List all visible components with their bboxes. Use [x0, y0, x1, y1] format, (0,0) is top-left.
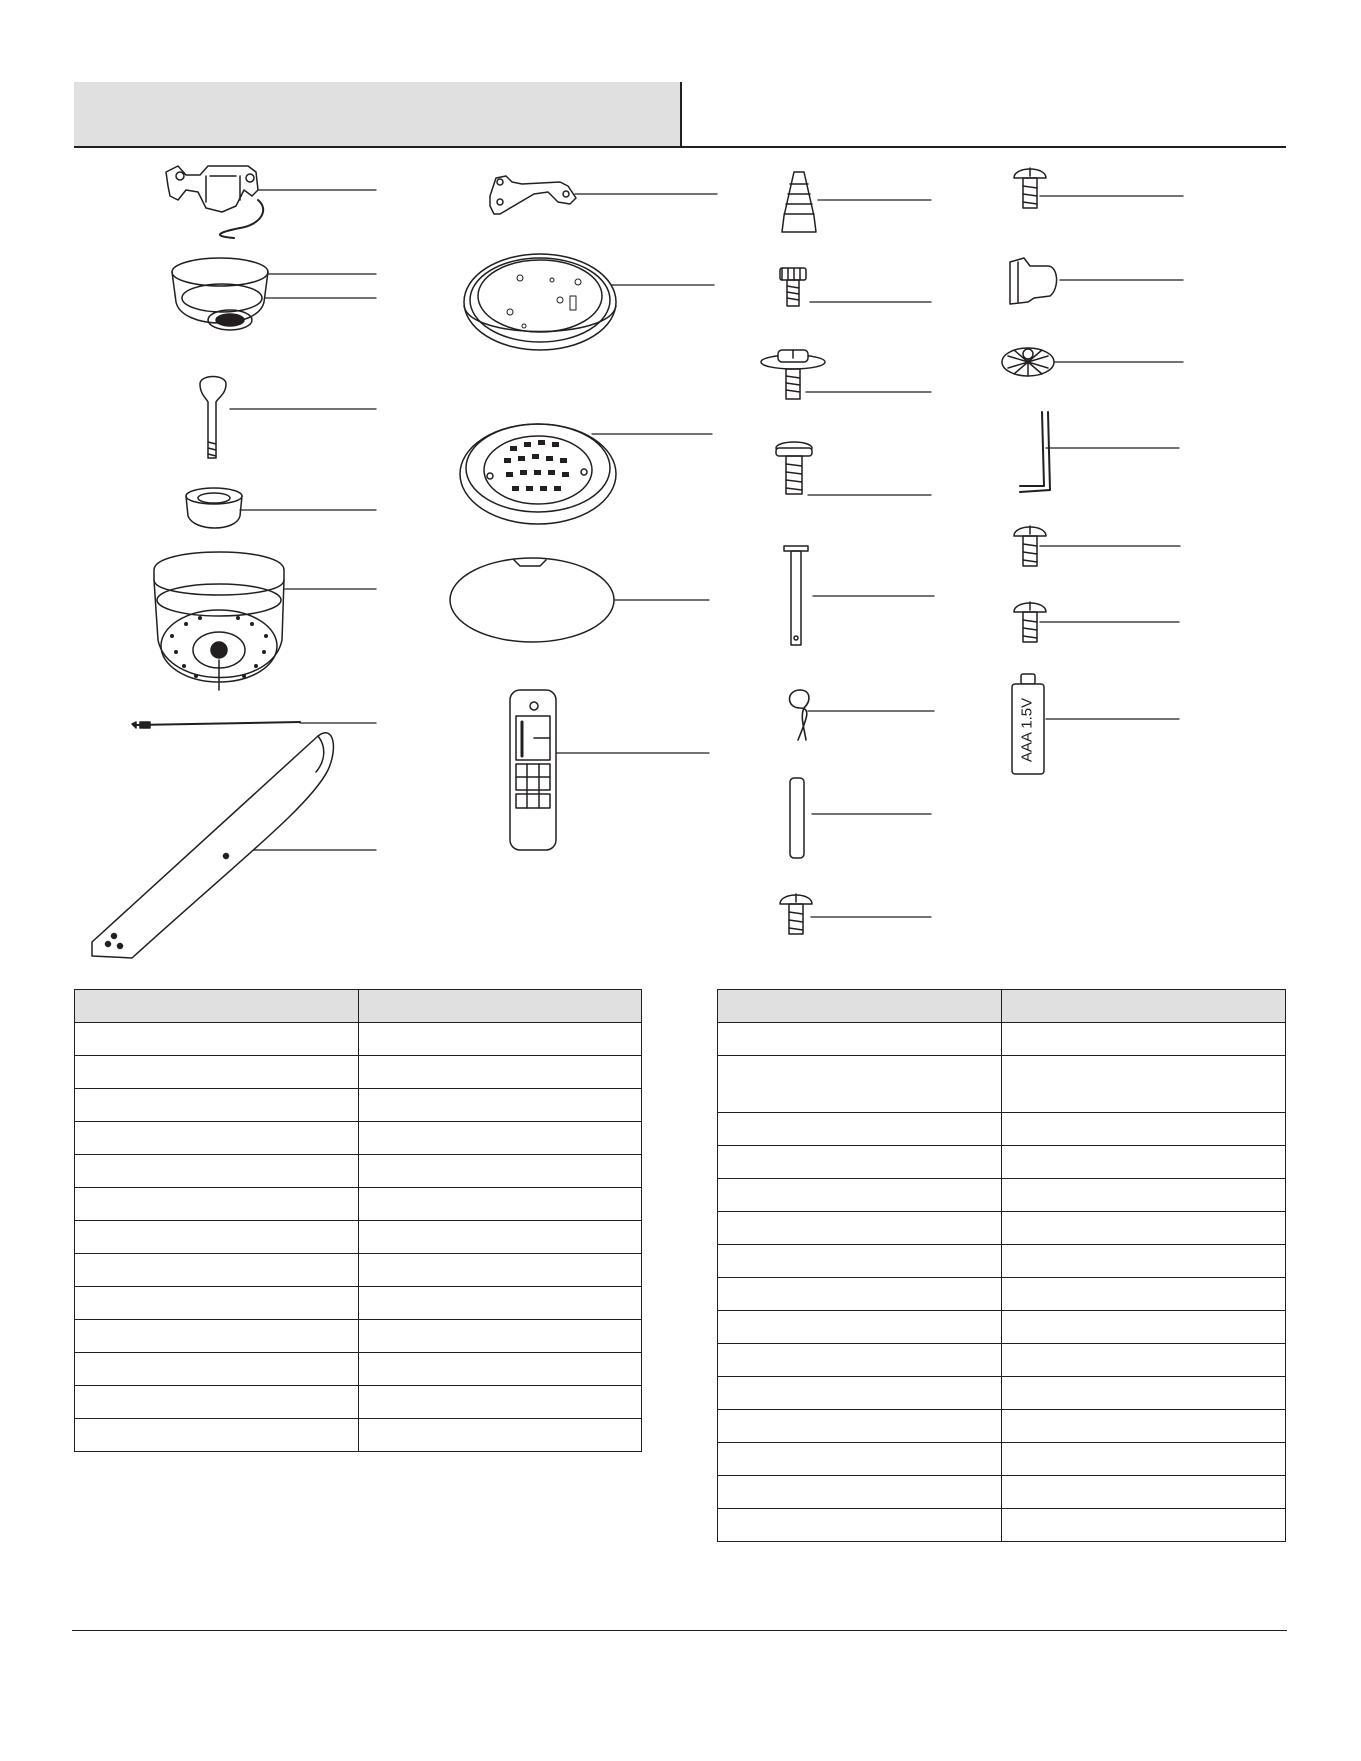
- machine-screw-icon: [1014, 168, 1046, 208]
- arm-screw-icon: [776, 442, 812, 494]
- balancing-weight-icon: [1002, 348, 1054, 376]
- dowel-pin-icon: [790, 778, 804, 858]
- clip-icon: [1010, 258, 1057, 304]
- light-kit-screw-icon: [780, 894, 812, 934]
- canopy-icon: [172, 258, 268, 330]
- fan-blade-icon: [92, 733, 333, 958]
- table-row: [718, 1245, 1286, 1278]
- table-row: [75, 1023, 642, 1056]
- table-row: [75, 1122, 642, 1155]
- table-row: [718, 1113, 1286, 1146]
- table-row: [75, 1155, 642, 1188]
- wire-rod-icon: [132, 722, 300, 728]
- blade-arm-icon: [490, 176, 576, 214]
- table-header-part: [75, 990, 359, 1023]
- parts-table-left: [74, 989, 642, 1452]
- downrod-icon: [200, 377, 226, 459]
- table-row: [718, 1056, 1286, 1113]
- table-row: [75, 1419, 642, 1452]
- hex-key-icon: [1020, 412, 1050, 492]
- table-row: [718, 1023, 1286, 1056]
- remote-control-icon: [510, 690, 556, 850]
- table-row: [718, 1377, 1286, 1410]
- table-row: [718, 1179, 1286, 1212]
- hardware-screw-icon: [780, 268, 806, 306]
- wire-connector-icon: [782, 172, 816, 232]
- table-row: [718, 1476, 1286, 1509]
- table-row: [718, 1278, 1286, 1311]
- footer-rule: [72, 1630, 1287, 1631]
- table-header-description: [1002, 990, 1286, 1023]
- switch-housing-icon: [464, 254, 616, 350]
- table-row: [75, 1056, 642, 1089]
- table-row: [75, 1089, 642, 1122]
- battery-label: AAA 1.5V: [1018, 697, 1036, 763]
- table-row: [718, 1443, 1286, 1476]
- table-row: [75, 1353, 642, 1386]
- leader-lines: [230, 190, 1183, 917]
- led-light-kit-icon: [460, 424, 616, 524]
- table-row: [718, 1311, 1286, 1344]
- hairpin-clip-icon: [790, 690, 809, 740]
- table-row: [718, 1410, 1286, 1443]
- parts-table-right: [717, 989, 1286, 1542]
- table-row: [75, 1254, 642, 1287]
- table-row: [75, 1287, 642, 1320]
- table-row: [75, 1320, 642, 1353]
- table-row: [75, 1221, 642, 1254]
- table-row: [718, 1509, 1286, 1542]
- glass-shade-icon: [450, 558, 614, 642]
- table-row: [718, 1146, 1286, 1179]
- table-row: [75, 1386, 642, 1419]
- table-header-description: [358, 990, 642, 1023]
- table-header-part: [718, 990, 1002, 1023]
- coupling-cover-icon: [186, 488, 242, 528]
- clevis-pin-icon: [784, 546, 808, 645]
- mounting-bracket-icon: [166, 166, 263, 238]
- table-row: [75, 1188, 642, 1221]
- table-row: [718, 1212, 1286, 1245]
- table-row: [718, 1344, 1286, 1377]
- motor-assembly-icon: [154, 552, 284, 690]
